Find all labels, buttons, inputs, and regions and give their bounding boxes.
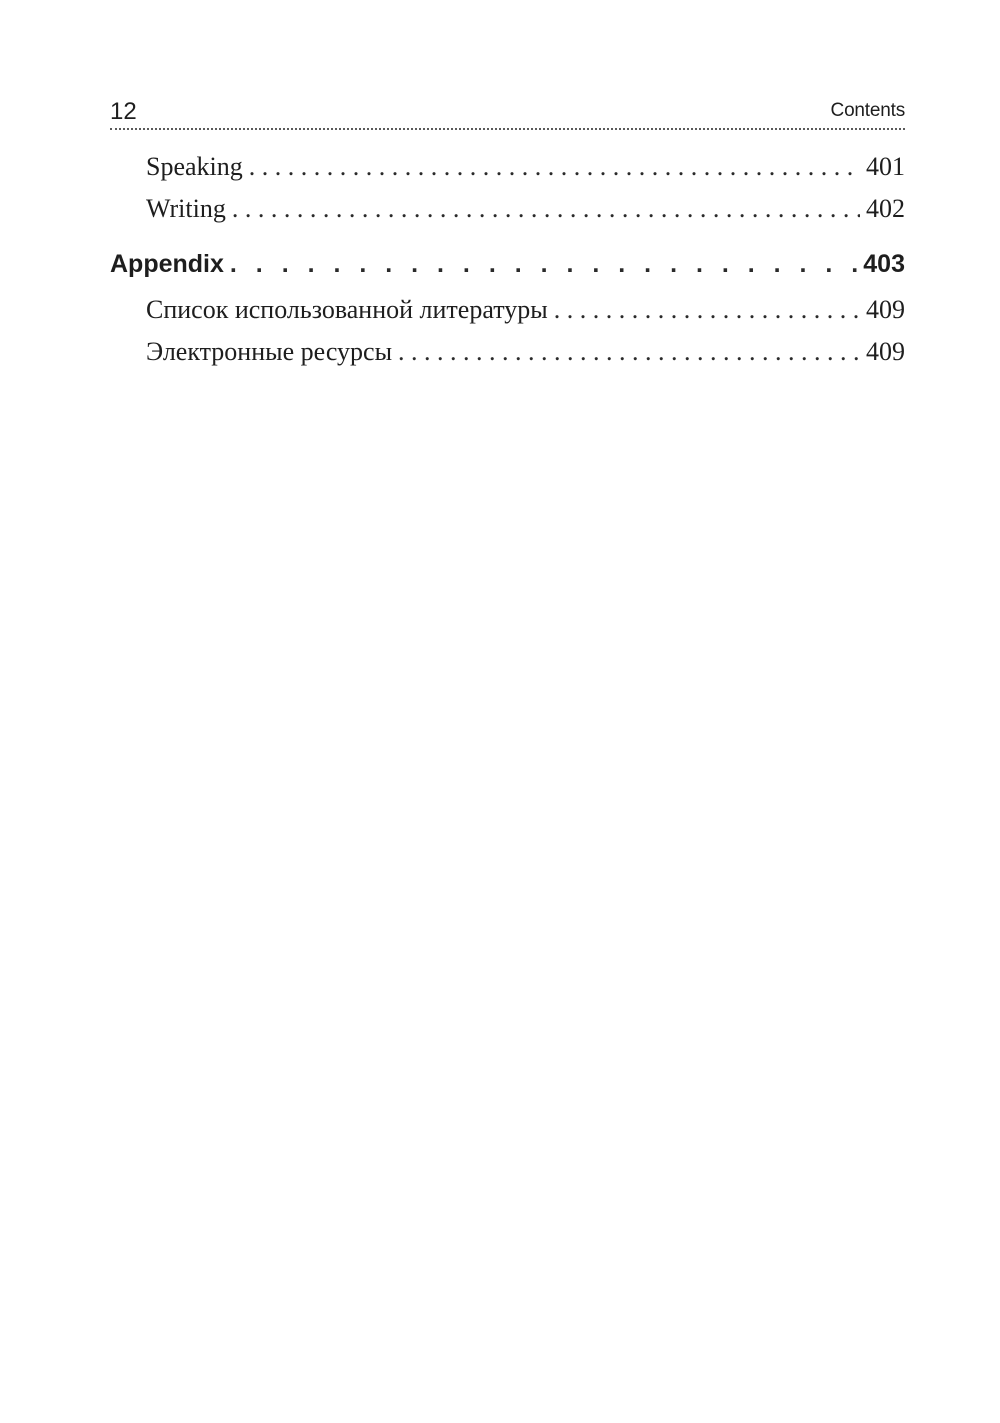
running-title: Contents	[830, 100, 905, 121]
toc-entry-label: Список использованной литературы	[146, 295, 548, 324]
toc-entry-page: 401	[866, 152, 905, 181]
header-dotted-rule	[110, 128, 905, 130]
toc-entry-page: 409	[866, 295, 905, 324]
page-header	[110, 96, 905, 132]
toc-entry-label: Speaking	[146, 152, 243, 181]
toc-entry-appendix[interactable]	[110, 239, 905, 289]
dot-leader	[230, 239, 857, 289]
dot-leader	[232, 188, 860, 230]
toc-entry-writing[interactable]	[110, 188, 905, 230]
page-number: 12	[110, 98, 137, 125]
dot-leader	[554, 289, 860, 331]
toc-entry-references[interactable]	[110, 289, 905, 331]
dot-leader	[398, 331, 860, 373]
toc-entry-speaking[interactable]	[110, 146, 905, 188]
toc-entry-page: 403	[863, 250, 905, 278]
dot-leader	[249, 146, 860, 188]
toc-entry-label: Writing	[146, 194, 226, 223]
toc-entry-label: Appendix	[110, 250, 224, 278]
toc-entry-label: Электронные ресурсы	[146, 337, 393, 366]
toc-entry-electronic-resources[interactable]	[110, 331, 905, 373]
toc-entry-page: 402	[866, 194, 905, 223]
toc-entry-page: 409	[866, 337, 905, 366]
table-of-contents	[110, 146, 905, 373]
